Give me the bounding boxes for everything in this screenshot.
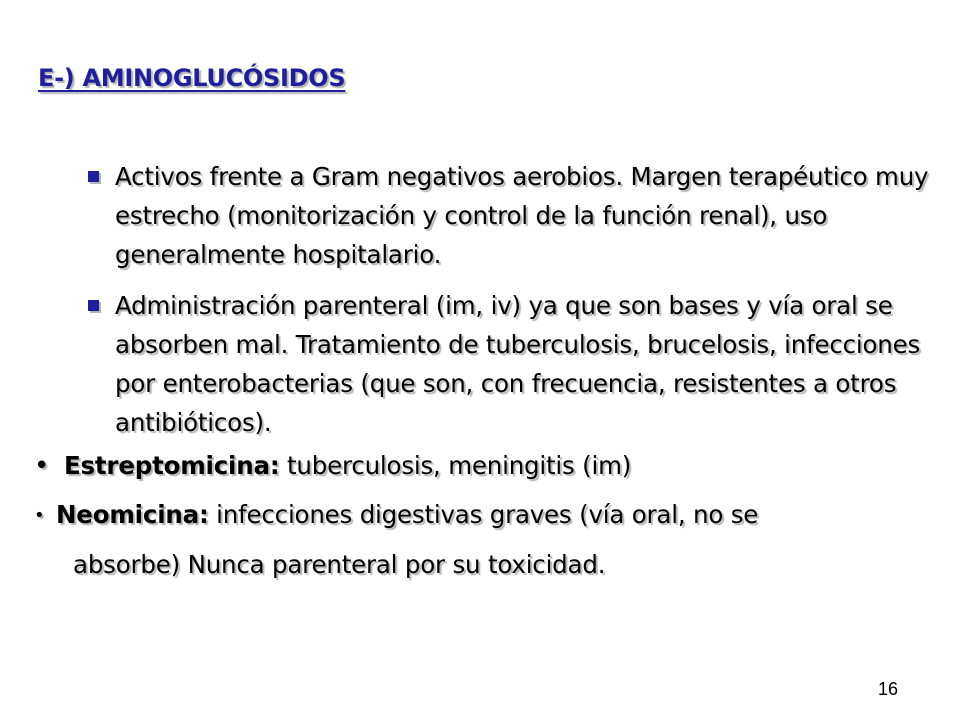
dot-bullet-icon: • <box>34 451 50 481</box>
estreptomicina-text: tuberculosis, meningitis (im) <box>287 451 632 480</box>
neomicina-line <box>34 497 758 534</box>
page-number: 16 <box>878 679 899 699</box>
neomicina-term: Neomicina: <box>56 500 209 529</box>
estreptomicina-term: Estreptomicina: <box>64 451 280 480</box>
bullet-text: Activos frente a Gram negativos aerobios. Margen terapéutico muy estrecho (monitorización y control de la función renal), uso generalmente hospitalario. <box>115 162 929 269</box>
square-bullet-icon <box>88 171 99 182</box>
dot-bullet-icon: • <box>34 505 45 526</box>
bullet-text: Administración parenteral (im, iv) ya que son bases y vía oral se absorben mal. Tratamiento de tuberculosis, brucelosis, infecciones por enterobacterias (que son, con frecuencia, resistentes a otros antibióticos). <box>115 291 921 437</box>
list-item <box>88 286 938 442</box>
neomicina-text: infecciones digestivas graves (vía oral, no se <box>216 500 759 529</box>
estreptomicina-line <box>34 448 631 484</box>
neomicina-continuation: absorbe) Nunca parenteral por su toxicidad. <box>73 550 606 579</box>
slide-title: E-) AMINOGLUCÓSIDOS <box>38 64 346 92</box>
square-bullet-icon <box>88 300 99 311</box>
list-item <box>88 157 938 274</box>
bullet-list <box>88 157 938 454</box>
